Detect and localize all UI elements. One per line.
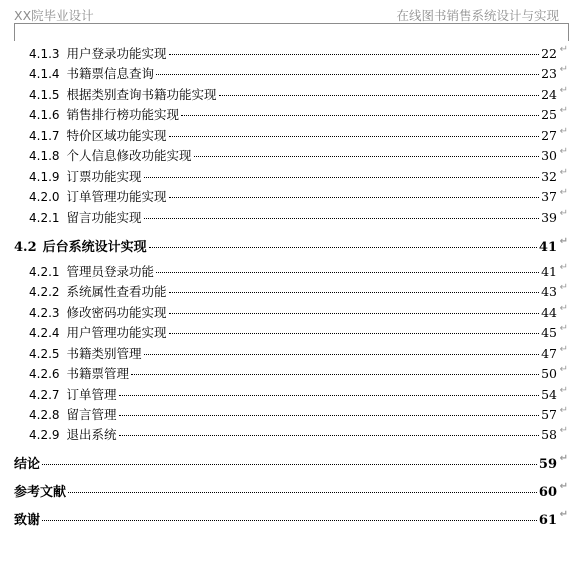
toc-entry-number: 4.1.5 <box>29 88 60 102</box>
toc-entry-page-number: 41 <box>538 240 557 255</box>
paragraph-mark-icon: ↵ <box>559 481 568 492</box>
paragraph-mark-icon: ↵ <box>559 64 568 75</box>
paragraph-mark-icon: ↵ <box>559 44 568 55</box>
toc-entry-title: 后台系统设计实现 <box>42 240 147 255</box>
toc-entry-number: 4.2.3 <box>29 306 60 320</box>
toc-dot-leader <box>149 247 537 248</box>
toc-entry-title: 书籍类别管理 <box>66 346 142 361</box>
paragraph-mark-icon: ↵ <box>559 236 568 247</box>
toc-dot-leader <box>144 177 540 178</box>
toc-dot-leader <box>169 313 540 314</box>
toc-entry-page-number: 43 <box>541 284 557 299</box>
toc-entry-number: 4.2 <box>14 240 37 255</box>
paragraph-mark-icon: ↵ <box>559 282 568 293</box>
toc-entry-page-number: 60 <box>538 485 557 500</box>
toc-entry-number: 4.2.4 <box>29 326 60 340</box>
toc-dot-leader <box>144 218 540 219</box>
toc-entry-title: 结论 <box>14 457 41 472</box>
toc-entry-page-number: 59 <box>538 457 557 472</box>
toc-entry-number: 4.2.1 <box>29 211 60 225</box>
toc-entry-number: 4.2.9 <box>29 428 60 442</box>
toc-entry-page-number: 24 <box>541 87 557 102</box>
toc-entry-number: 4.2.2 <box>29 285 60 299</box>
toc-entry-number: 4.1.8 <box>29 149 60 163</box>
paragraph-mark-icon: ↵ <box>559 509 568 520</box>
toc-dot-leader <box>169 54 540 55</box>
toc-entry[interactable] <box>29 282 568 300</box>
toc-entry[interactable] <box>29 85 568 103</box>
toc-dot-leader <box>68 492 537 493</box>
toc-entry[interactable] <box>29 364 568 382</box>
toc-entry-title: 特价区域功能实现 <box>66 128 167 143</box>
toc-entry-page-number: 47 <box>541 346 557 361</box>
toc-dot-leader <box>156 272 539 273</box>
paragraph-mark-icon: ↵ <box>559 303 568 314</box>
toc-entry-title: 修改密码功能实现 <box>66 305 167 320</box>
paragraph-mark-icon: ↵ <box>559 425 568 436</box>
toc-entry-page-number: 39 <box>541 210 557 225</box>
toc-entry[interactable] <box>29 262 568 280</box>
margin-corner-right <box>568 23 569 41</box>
toc-dot-leader <box>42 464 537 465</box>
toc-entry-number: 4.2.1 <box>29 265 60 279</box>
toc-entry[interactable] <box>14 453 568 472</box>
toc-entry-page-number: 50 <box>541 366 557 381</box>
toc-entry-title: 销售排行榜功能实现 <box>66 107 180 122</box>
header-right-text: 在线图书销售系统设计与实现 <box>396 8 559 23</box>
toc-entry[interactable] <box>14 481 568 500</box>
toc-entry-page-number: 25 <box>541 107 557 122</box>
toc-entry-number: 4.1.6 <box>29 108 60 122</box>
toc-dot-leader <box>156 74 539 75</box>
toc-entry-title: 系统属性查看功能 <box>66 284 167 299</box>
toc-entry-title: 订单管理功能实现 <box>66 189 167 204</box>
toc-entry-page-number: 45 <box>541 325 557 340</box>
toc-entry-page-number: 23 <box>541 66 557 81</box>
toc-entry-title: 留言功能实现 <box>66 210 142 225</box>
paragraph-mark-icon: ↵ <box>559 187 568 198</box>
paragraph-mark-icon: ↵ <box>559 262 568 273</box>
toc-entry-page-number: 41 <box>541 264 557 279</box>
toc-entry[interactable] <box>29 425 568 443</box>
header-rule <box>14 23 569 24</box>
toc-dot-leader <box>169 292 540 293</box>
paragraph-mark-icon: ↵ <box>559 364 568 375</box>
toc-dot-leader <box>181 115 539 116</box>
toc-dot-leader <box>144 354 540 355</box>
toc-dot-leader <box>42 520 537 521</box>
toc-dot-leader <box>169 333 540 334</box>
toc-entry-title: 用户登录功能实现 <box>66 46 167 61</box>
toc-entry[interactable] <box>29 64 568 82</box>
toc-entry-title: 书籍票信息查询 <box>66 66 155 81</box>
paragraph-mark-icon: ↵ <box>559 405 568 416</box>
toc-dot-leader <box>119 435 540 436</box>
toc-entry[interactable] <box>29 44 568 62</box>
toc-entry-title: 书籍票管理 <box>66 366 130 381</box>
toc-entry-page-number: 57 <box>541 407 557 422</box>
paragraph-mark-icon: ↵ <box>559 146 568 157</box>
toc-entry-title: 参考文献 <box>14 485 67 500</box>
toc-entry-number: 4.1.3 <box>29 47 60 61</box>
toc-dot-leader <box>194 156 540 157</box>
toc-entry[interactable] <box>29 323 568 341</box>
toc-entry-title: 致谢 <box>14 513 41 528</box>
toc-entry-number: 4.2.5 <box>29 347 60 361</box>
toc-entry-title: 订票功能实现 <box>66 169 142 184</box>
header-left-text: XX院毕业设计 <box>14 8 94 23</box>
toc-entry-page-number: 54 <box>541 387 557 402</box>
toc-entry-number: 4.2.7 <box>29 388 60 402</box>
toc-entry[interactable] <box>14 509 568 528</box>
toc-entry[interactable] <box>14 236 568 255</box>
toc-entry-number: 4.2.6 <box>29 367 60 381</box>
paragraph-mark-icon: ↵ <box>559 344 568 355</box>
toc-entry-number: 4.1.7 <box>29 129 60 143</box>
toc-entry[interactable] <box>29 126 568 144</box>
toc-dot-leader <box>131 374 539 375</box>
toc-entry[interactable] <box>29 167 568 185</box>
toc-dot-leader <box>219 95 540 96</box>
paragraph-mark-icon: ↵ <box>559 323 568 334</box>
toc-entry-page-number: 30 <box>541 148 557 163</box>
toc-entry-title: 用户管理功能实现 <box>66 325 167 340</box>
toc-entry[interactable] <box>29 303 568 321</box>
toc-entry-title: 订单管理 <box>66 387 117 402</box>
toc-entry-title: 个人信息修改功能实现 <box>66 148 192 163</box>
toc-entry-title: 退出系统 <box>66 427 117 442</box>
toc-dot-leader <box>169 197 540 198</box>
toc-entry[interactable] <box>29 105 568 123</box>
paragraph-mark-icon: ↵ <box>559 105 568 116</box>
toc-entry-page-number: 32 <box>541 169 557 184</box>
toc-entry[interactable] <box>29 405 568 423</box>
toc-entry-title: 根据类别查询书籍功能实现 <box>66 87 217 102</box>
toc-entry[interactable] <box>29 208 568 226</box>
toc-entry-number: 4.1.9 <box>29 170 60 184</box>
toc-dot-leader <box>169 136 540 137</box>
paragraph-mark-icon: ↵ <box>559 126 568 137</box>
toc-entry-page-number: 44 <box>541 305 557 320</box>
toc-entry[interactable] <box>29 187 568 205</box>
toc-dot-leader <box>119 415 540 416</box>
toc-entry-title: 管理员登录功能 <box>66 264 155 279</box>
toc-entry[interactable] <box>29 146 568 164</box>
toc-entry-number: 4.2.0 <box>29 190 60 204</box>
toc-entry-page-number: 27 <box>541 128 557 143</box>
paragraph-mark-icon: ↵ <box>559 167 568 178</box>
toc-dot-leader <box>119 395 540 396</box>
toc-entry-number: 4.2.8 <box>29 408 60 422</box>
paragraph-mark-icon: ↵ <box>559 385 568 396</box>
toc-entry[interactable] <box>29 385 568 403</box>
toc-entry-page-number: 37 <box>541 189 557 204</box>
toc-entry-page-number: 22 <box>541 46 557 61</box>
paragraph-mark-icon: ↵ <box>559 85 568 96</box>
toc-entry-page-number: 61 <box>538 513 557 528</box>
paragraph-mark-icon: ↵ <box>559 208 568 219</box>
page-header <box>14 4 569 24</box>
toc-entry-title: 留言管理 <box>66 407 117 422</box>
toc-entry-number: 4.1.4 <box>29 67 60 81</box>
paragraph-mark-icon: ↵ <box>559 453 568 464</box>
toc-entry[interactable] <box>29 344 568 362</box>
toc-entry-page-number: 58 <box>541 427 557 442</box>
margin-corner-left <box>14 23 15 41</box>
